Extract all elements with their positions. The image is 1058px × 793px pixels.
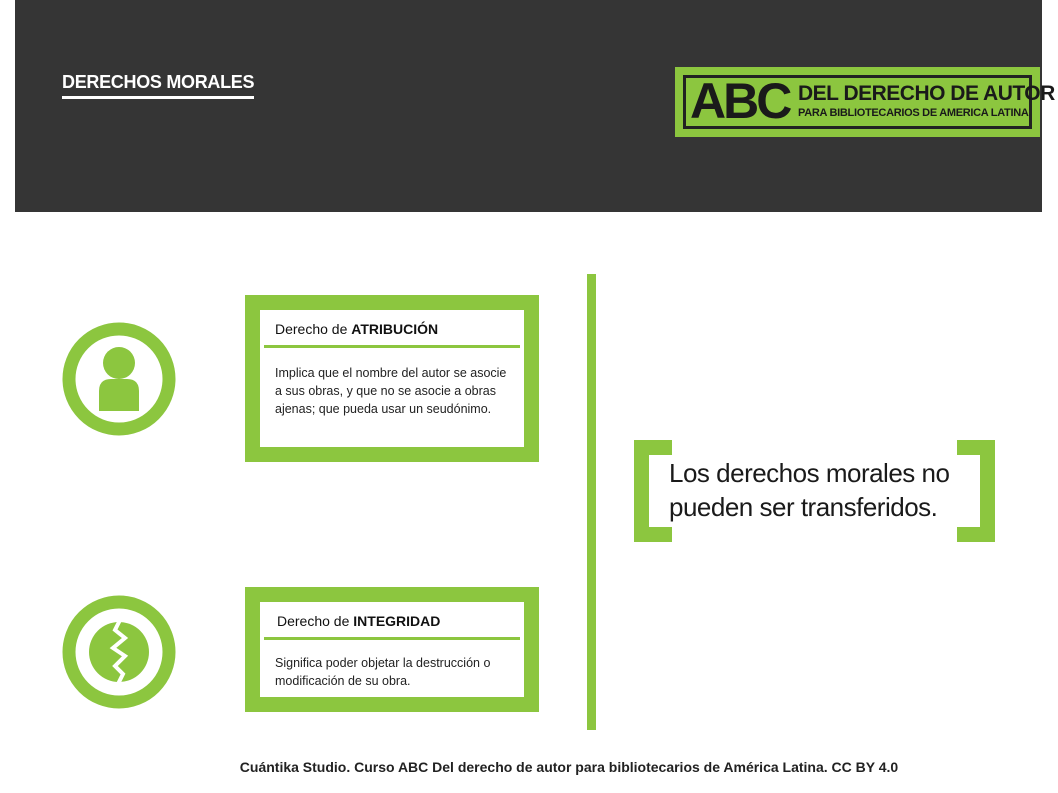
- card-title: [275, 321, 438, 337]
- logo-line-1: DEL DERECHO DE AUTOR: [798, 82, 1055, 105]
- vertical-divider: [587, 274, 596, 730]
- left-bracket: [634, 440, 672, 542]
- logo-abc-text: ABC: [690, 73, 790, 129]
- card-title-emphasis: ATRIBUCIÓN: [351, 321, 439, 337]
- card-title-prefix: Derecho de: [275, 321, 352, 337]
- quote-text: Los derechos morales no pueden ser transferidos.: [669, 458, 950, 522]
- person-icon: [61, 321, 177, 437]
- header-banner: [15, 0, 1055, 212]
- card-title-rule: [264, 345, 520, 348]
- card-title-emphasis: INTEGRIDAD: [353, 613, 441, 629]
- abc-logo: [675, 67, 1055, 137]
- card-integridad: [245, 587, 539, 712]
- logo-line-2: PARA BIBLIOTECARIOS DE AMERICA LATINA: [798, 107, 1029, 119]
- card-description: Implica que el nombre del autor se asocie a sus obras, y que no se asocie a obras ajenas; que pueda usar un seudónimo.: [275, 366, 507, 416]
- card-body: [260, 602, 524, 697]
- card-atribucion: [245, 295, 539, 462]
- section-title: DERECHOS MORALES: [62, 72, 254, 99]
- card-title-prefix: Derecho de: [277, 613, 354, 629]
- card-description: Significa poder objetar la destrucción o modificación de su obra.: [275, 656, 491, 688]
- card-title: [277, 613, 440, 629]
- credit-line: Cuántika Studio. Curso ABC Del derecho de autor para bibliotecarios de América Latina. CC BY 4.0: [239, 759, 899, 775]
- card-body: [260, 310, 524, 447]
- logo-frame: [683, 73, 1055, 129]
- broken-work-icon: [61, 594, 177, 710]
- card-title-rule: [264, 637, 520, 640]
